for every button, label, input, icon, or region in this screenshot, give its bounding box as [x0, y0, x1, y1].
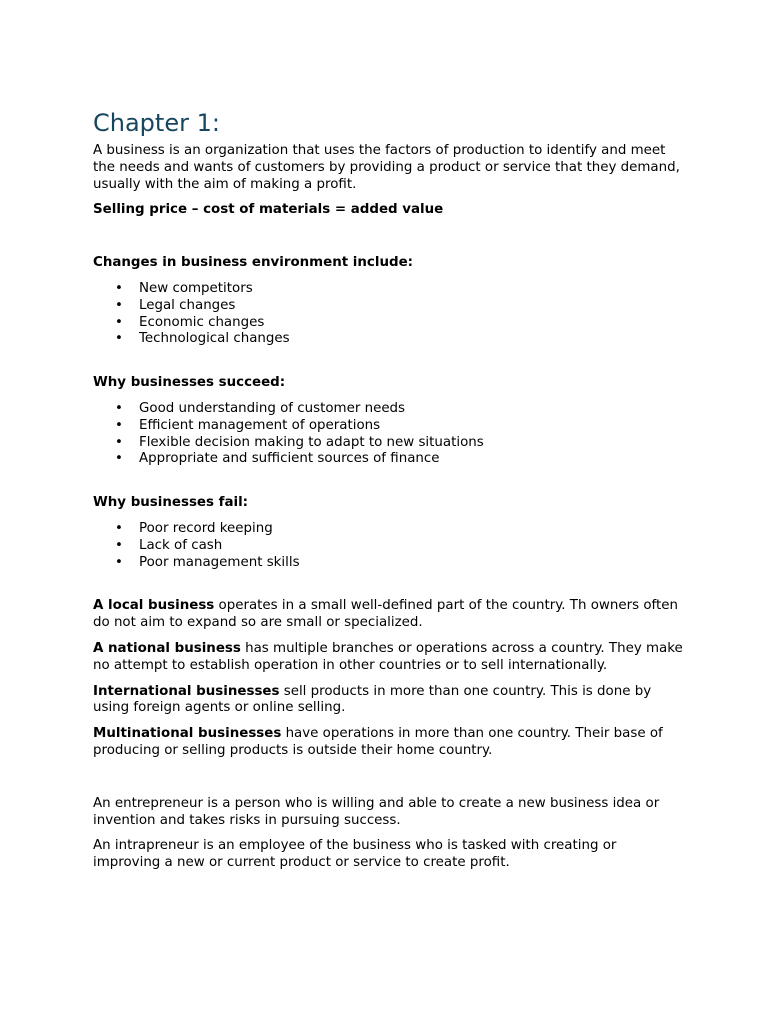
definition-international: International businesses sell products in more than one country. This is done by using foreign agents or online selling. [93, 683, 652, 716]
bullet-icon: • [115, 451, 123, 467]
chapter-title: Chapter 1: [93, 109, 220, 137]
definition-national: A national business has multiple branches or operations across a country. They make no attempt to establish operation in other countries or to sell internationally. [93, 640, 683, 673]
bullet-list-changes [93, 281, 683, 348]
definition-local: A local business operates in a small well-defined part of the country. Th owners often do not aim to expand so are small or specialized. [93, 598, 678, 631]
list-item: • Poor record keeping [115, 520, 273, 536]
bullet-icon: • [115, 280, 123, 296]
bullet-icon: • [115, 400, 123, 416]
bullet-icon: • [115, 297, 123, 313]
intrapreneur-paragraph: An intrapreneur is an employee of the business who is tasked with creating or improving a new or current product or service to create profit. [93, 838, 617, 871]
document-page [93, 108, 683, 881]
bullet-icon: • [115, 520, 123, 536]
list-item: • Lack of cash [115, 537, 223, 553]
bullet-icon: • [115, 417, 123, 433]
list-item: • Legal changes [115, 297, 236, 313]
bullet-icon: • [115, 537, 123, 553]
bullet-icon: • [115, 314, 123, 330]
bullet-icon: • [115, 331, 123, 347]
list-item: • Good understanding of customer needs [115, 400, 406, 416]
section-heading-fail: Why businesses fail: [93, 495, 249, 511]
definition-multinational: Multinational businesses have operations in more than one country. Their base of producing or selling products is outside their home country. [93, 726, 663, 758]
section-heading-succeed: Why businesses succeed: [93, 375, 286, 391]
list-item: • Poor management skills [115, 554, 300, 570]
entrepreneur-paragraph: An entrepreneur is a person who is willing and able to create a new business idea or invention and takes risks in pursuing success. [93, 795, 660, 828]
intro-paragraph: A business is an organization that uses the factors of production to identify and meet the needs and wants of customers by providing a product or service that they demand, usually with the aim of making a profit. [93, 143, 680, 192]
list-item: • Efficient management of operations [115, 417, 381, 433]
list-item: • Appropriate and sufficient sources of finance [115, 451, 440, 467]
list-item: • New competitors [115, 280, 253, 296]
bullet-icon: • [115, 434, 123, 450]
bullet-icon: • [115, 554, 123, 570]
list-item: • Flexible decision making to adapt to new situations [115, 434, 484, 450]
bullet-list-succeed [93, 401, 683, 468]
bullet-list-fail [93, 521, 683, 571]
list-item: • Economic changes [115, 314, 265, 330]
list-item: • Technological changes [115, 331, 290, 347]
added-value-formula: Selling price – cost of materials = added value [93, 202, 444, 218]
section-heading-changes: Changes in business environment include: [93, 255, 414, 271]
